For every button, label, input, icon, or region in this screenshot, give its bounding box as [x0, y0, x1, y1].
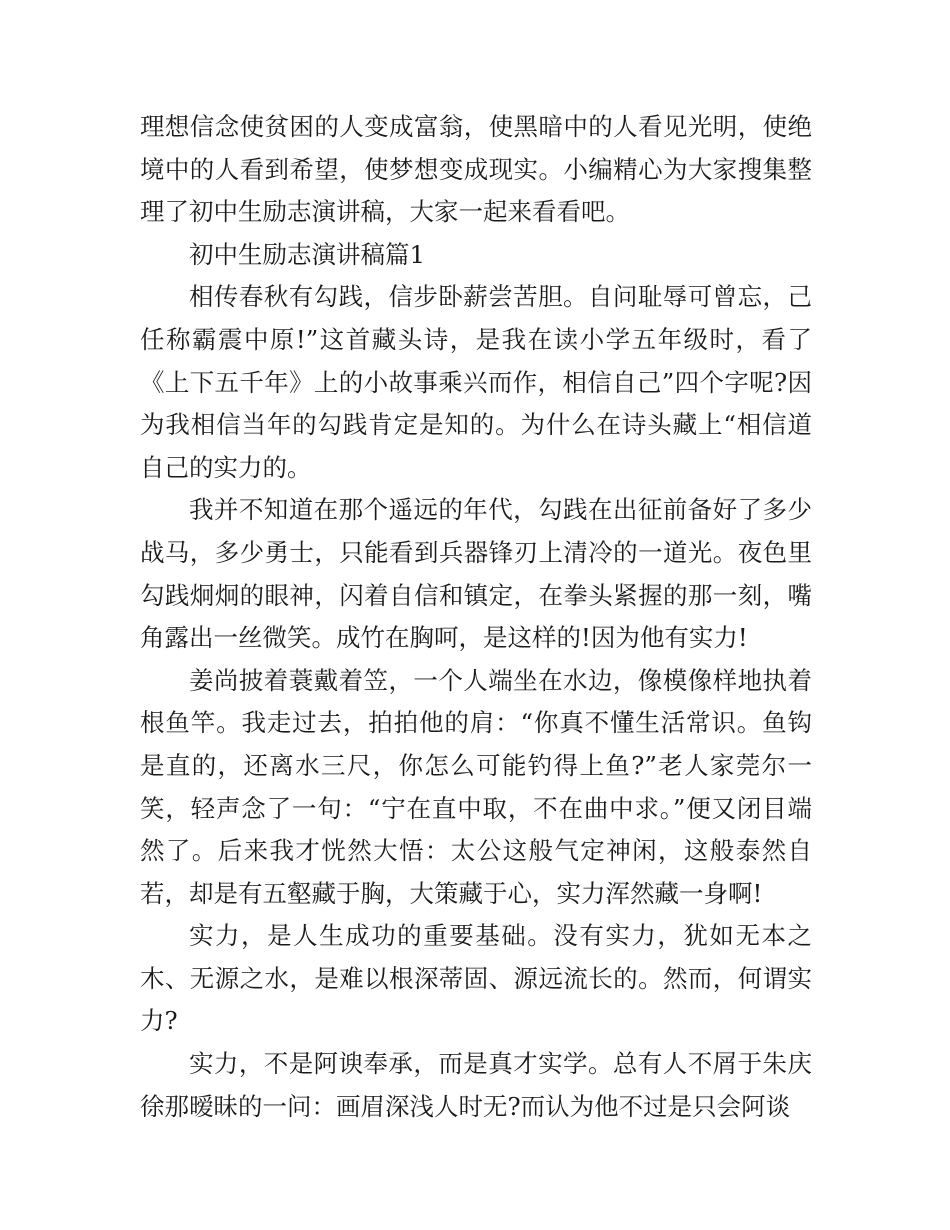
body-paragraph: 我并不知道在那个遥远的年代，勾践在出征前备好了多少战马，多少勇士，只能看到兵器锋刃上清冷的一道光。夜色里勾践炯炯的眼神，闪着自信和镇定，在拳头紧握的那一刻，嘴角露出一丝微笑。成竹在胸呵，是这样的!因为他有实力! [140, 495, 812, 653]
section-title: 初中生励志演讲稿篇1 [189, 239, 426, 269]
body-paragraph: 相传春秋有勾践，信步卧薪尝苦胆。自问耻辱可曾忘，己任称霸震中原!”这首藏头诗，是我在读小学五年级时，看了《上下五千年》上的小故事乘兴而作，相信自己”四个字呢?因为我相信当年的勾践肯定是知的。为什么在诗头藏上“相信道自己的实力的。 [140, 282, 812, 482]
body-paragraph: 实力，不是阿谀奉承，而是真才实学。总有人不屑于朱庆徐那暧昧的一问：画眉深浅人时无?而认为他不过是只会阿谈 [140, 1049, 812, 1121]
intro-paragraph: 理想信念使贫困的人变成富翁，使黑暗中的人看见光明，使绝境中的人看到希望，使梦想变成现实。小编精心为大家搜集整理了初中生励志演讲稿，大家一起来看看吧。 [140, 112, 812, 227]
body-paragraph: 实力，是人生成功的重要基础。没有实力，犹如无本之木、无源之水，是难以根深蒂固、源远流长的。然而，何谓实力? [140, 921, 812, 1036]
document-body [140, 106, 812, 1128]
body-paragraph: 姜尚披着蓑戴着笠，一个人端坐在水边，像模像样地执着根鱼竿。我走过去，拍拍他的肩：“你真不懂生活常识。鱼钩是直的，还离水三尺，你怎么可能钓得上鱼?”老人家莞尔一笑，轻声念了一句：“宁在直中取，不在曲中求。”便又闭目端然了。后来我才恍然大悟：太公这般气定神闲，这般泰然自若，却是有五壑藏于胸，大策藏于心，实力浑然藏一身啊! [140, 665, 812, 908]
